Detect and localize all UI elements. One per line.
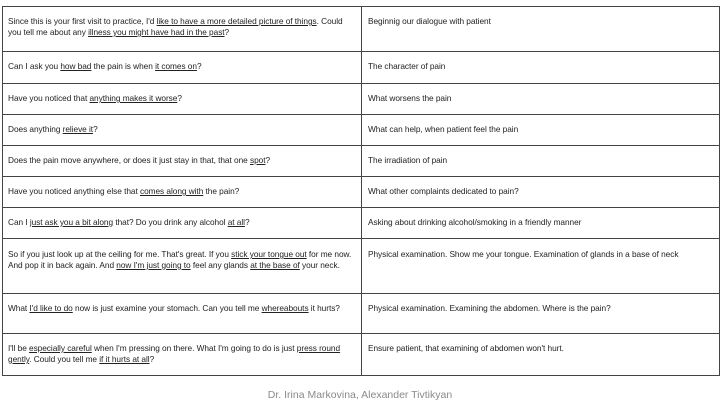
phrase-cell	[3, 115, 362, 145]
phrase-text: that? Do you drink any alcohol	[113, 217, 228, 227]
underlined-phrase: stick your tongue out	[231, 249, 307, 259]
phrase-text: the pain?	[203, 186, 240, 196]
purpose-cell: Ensure patient, that examining of abdomen won't hurt.	[362, 334, 720, 375]
purpose-cell: The character of pain	[362, 52, 720, 83]
phrase-text: . Could you tell me	[29, 354, 100, 364]
underlined-phrase: at all	[227, 217, 245, 227]
phrase-cell	[3, 208, 362, 238]
phrase-text: What	[8, 303, 30, 313]
phrase-cell	[3, 52, 362, 83]
author-footer: Dr. Irina Markovina, Alexander Tivtikyan	[267, 389, 453, 401]
phrase-text: Can I ask you	[8, 61, 61, 71]
underlined-phrase: it comes on	[155, 61, 197, 71]
table-row	[3, 115, 720, 146]
table-row	[3, 7, 720, 52]
phrase-table	[2, 6, 720, 376]
phrase-cell	[3, 239, 362, 293]
underlined-phrase: press round gently	[8, 343, 341, 364]
phrase-cell	[3, 334, 362, 375]
phrase-text: your neck.	[299, 260, 340, 270]
table-row	[3, 294, 720, 334]
purpose-cell: What other complaints dedicated to pain?	[362, 177, 720, 207]
underlined-phrase: whereabouts	[261, 303, 309, 313]
underlined-phrase: comes along with	[139, 186, 204, 196]
phrase-text: ?	[177, 93, 182, 103]
table-row	[3, 208, 720, 239]
phrase-text: when I'm pressing on there. What I'm going to do is just	[91, 343, 297, 353]
table-row	[3, 334, 720, 376]
phrase-text: Have you noticed that	[8, 93, 90, 103]
purpose-cell: What can help, when patient feel the pain	[362, 115, 720, 145]
phrase-cell	[3, 146, 362, 176]
phrase-text: Have you noticed anything else that	[8, 186, 140, 196]
underlined-phrase: just ask you a bit along	[29, 217, 114, 227]
purpose-cell: Beginnig our dialogue with patient	[362, 7, 720, 51]
phrase-text: I'll be	[8, 343, 30, 353]
underlined-phrase: how bad	[60, 61, 92, 71]
phrase-text: it hurts?	[308, 303, 340, 313]
underlined-phrase: if it hurts at all	[99, 354, 150, 364]
purpose-cell: Asking about drinking alcohol/smoking in a friendly manner	[362, 208, 720, 238]
underlined-phrase: spot	[249, 155, 266, 165]
underlined-phrase: I'd like to do	[29, 303, 73, 313]
table-row	[3, 239, 720, 294]
underlined-phrase: like to have a more detailed picture of things	[156, 16, 317, 26]
phrase-text: ?	[149, 354, 155, 364]
phrase-text: Since this is your first visit to practice, I'd	[8, 16, 157, 26]
phrase-text: for me now. And pop it in back again. And	[8, 249, 352, 270]
underlined-phrase: at the base of	[250, 260, 300, 270]
purpose-cell: What worsens the pain	[362, 84, 720, 114]
table-row	[3, 84, 720, 115]
table-row	[3, 52, 720, 84]
underlined-phrase: relieve it	[62, 124, 94, 134]
phrase-text: Does the pain move anywhere, or does it just stay in that, that one	[8, 155, 250, 165]
table-row	[3, 146, 720, 177]
phrase-text: ?	[224, 27, 230, 37]
underlined-phrase: especially careful	[29, 343, 92, 353]
underlined-phrase: now I'm just going to	[116, 260, 191, 270]
phrase-text: Does anything	[8, 124, 63, 134]
phrase-text: So if you just look up at the ceiling for me. That's great. If you	[8, 249, 232, 259]
phrase-text: ?	[244, 217, 250, 227]
phrase-cell	[3, 177, 362, 207]
purpose-cell: Physical examination. Examining the abdomen. Where is the pain?	[362, 294, 720, 333]
table-row	[3, 177, 720, 208]
phrase-text: now is just examine your stomach. Can you tell me	[72, 303, 262, 313]
phrase-text: feel any glands	[190, 260, 251, 270]
phrase-cell	[3, 7, 362, 51]
underlined-phrase: anything makes it worse	[89, 93, 178, 103]
phrase-text: Can I	[8, 217, 30, 227]
phrase-text: ?	[93, 124, 98, 134]
phrase-text: the pain is when	[91, 61, 156, 71]
phrase-text: . Could you tell me about any	[8, 16, 343, 37]
underlined-phrase: illness you might have had in the past	[88, 27, 225, 37]
purpose-cell: Physical examination. Show me your tongue. Examination of glands in a base of neck	[362, 239, 720, 293]
phrase-cell	[3, 294, 362, 333]
purpose-cell: The irradiation of pain	[362, 146, 720, 176]
phrase-text: ?	[265, 155, 271, 165]
phrase-cell	[3, 84, 362, 114]
phrase-text: ?	[196, 61, 202, 71]
